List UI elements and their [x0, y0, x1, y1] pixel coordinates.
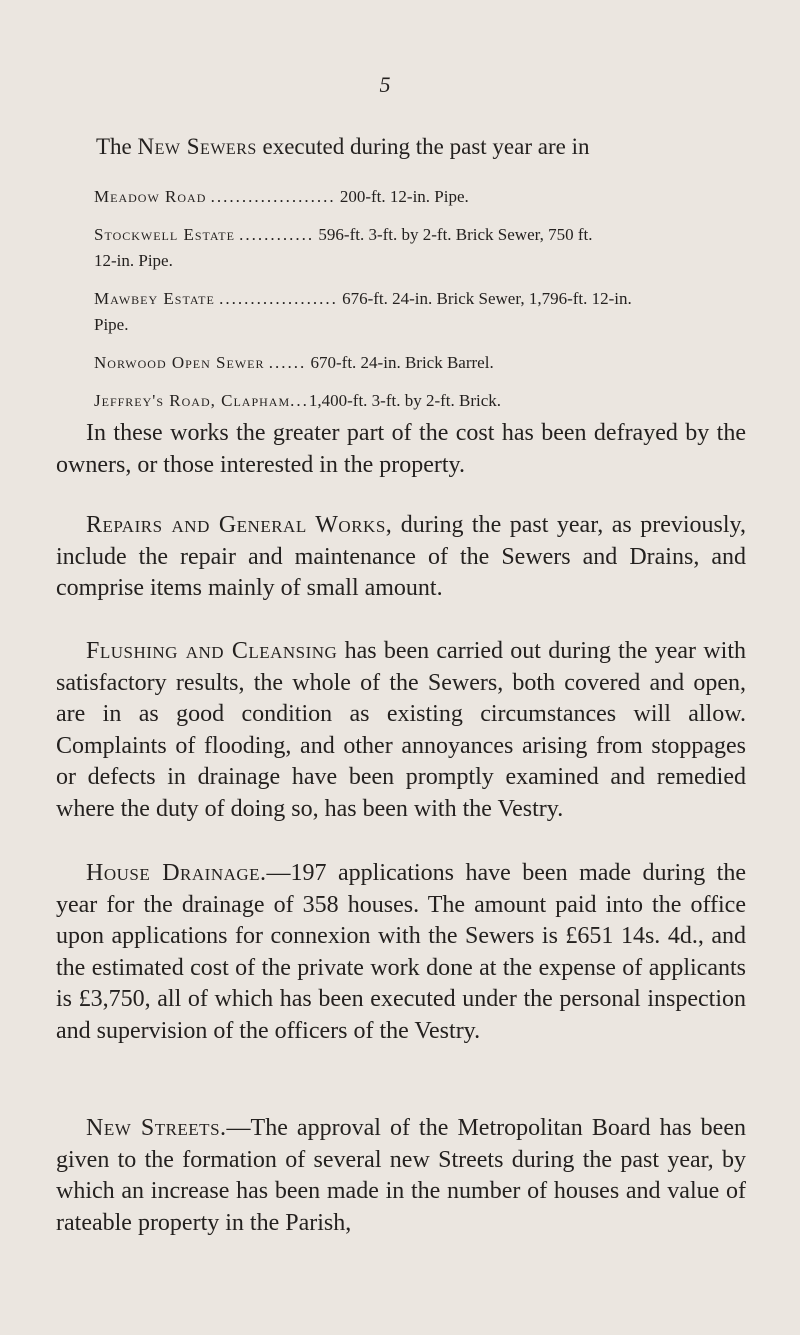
paragraph-text: —The approval of the Metropolitan Board has been given to the formation of several new Streets during the past year, by which an increase has been made in the number of houses and value of rateable property in the Parish,: [56, 1115, 746, 1236]
new-sewers-list: [64, 184, 754, 426]
paragraph-house-drainage: [56, 858, 746, 1047]
sewer-entry: [64, 350, 754, 376]
paragraph-text: In these works the greater part of the cost has been defrayed by the owners, or those interested in the property.: [56, 420, 746, 478]
paragraph-flushing: [56, 636, 746, 825]
leader-dots: ......: [268, 353, 307, 372]
paragraph-text: —197 applications have been made during the year for the drainage of 358 houses. The amount paid into the office upon applications for connexion with the Sewers is £651 14s. 4d., and the estimated cost of the private work done at the expense of applicants is £3,750, all of which has been executed under the personal inspection and supervision of the officers of the Vestry.: [56, 860, 746, 1044]
sewer-detail: 200-ft. 12-in. Pipe.: [339, 187, 469, 206]
intro-heading: New Sewers: [137, 134, 257, 159]
sewer-detail: 1,400-ft. 3-ft. by 2-ft. Brick.: [308, 391, 502, 410]
paragraph-new-streets: [56, 1113, 746, 1239]
sewer-entry: [64, 388, 754, 414]
leader-dots: ............: [239, 225, 315, 244]
sewer-name: Stockwell Estate: [94, 225, 235, 244]
paragraph-text: has been carried out during the year with satisfactory results, the whole of the Sewers, both covered and open, are in as good condition as existing circumstances will allow. Complaints of flooding, and other annoyances arising from stoppages or defects in drainage have been promptly examined and remedied where the duty of doing so, has been with the Vestry.: [56, 638, 746, 822]
paragraph-heading: House Drainage.: [86, 860, 267, 886]
paragraph-heading: Repairs and General Works,: [86, 512, 393, 538]
sewer-detail-continued: Pipe.: [94, 315, 129, 334]
sewer-entry: [64, 184, 754, 210]
paragraph-heading: Flushing and Cleansing: [86, 638, 338, 664]
intro-pre: The: [96, 134, 132, 159]
intro-line: [96, 132, 746, 162]
page-number: 5: [379, 72, 391, 97]
sewer-detail: 676-ft. 24-in. Brick Sewer, 1,796-ft. 12-in.: [342, 289, 632, 308]
paragraph-heading: New Streets.: [86, 1115, 227, 1141]
paragraph-text: during the past year, as previously, include the repair and maintenance of the Sewers and Drains, and comprise items mainly of small amount.: [56, 512, 746, 601]
leader-dots: ...................: [219, 289, 338, 308]
sewer-detail: 596-ft. 3-ft. by 2-ft. Brick Sewer, 750 ft.: [318, 225, 593, 244]
sewer-name: Meadow Road: [94, 187, 207, 206]
sewer-entry: [64, 222, 754, 274]
leader-dots: ...: [290, 391, 309, 410]
paragraph-cost-defrayed: [56, 418, 746, 481]
sewer-name: Mawbey Estate: [94, 289, 215, 308]
paragraph-repairs: [56, 510, 746, 605]
sewer-name: Norwood Open Sewer: [94, 353, 265, 372]
leader-dots: ....................: [210, 187, 336, 206]
sewer-detail-continued: 12-in. Pipe.: [94, 251, 173, 270]
sewer-entry: [64, 286, 754, 338]
sewer-detail: 670-ft. 24-in. Brick Barrel.: [310, 353, 494, 372]
intro-post: executed during the past year are in: [262, 134, 590, 159]
sewer-name: Jeffrey's Road, Clapham: [94, 391, 291, 410]
